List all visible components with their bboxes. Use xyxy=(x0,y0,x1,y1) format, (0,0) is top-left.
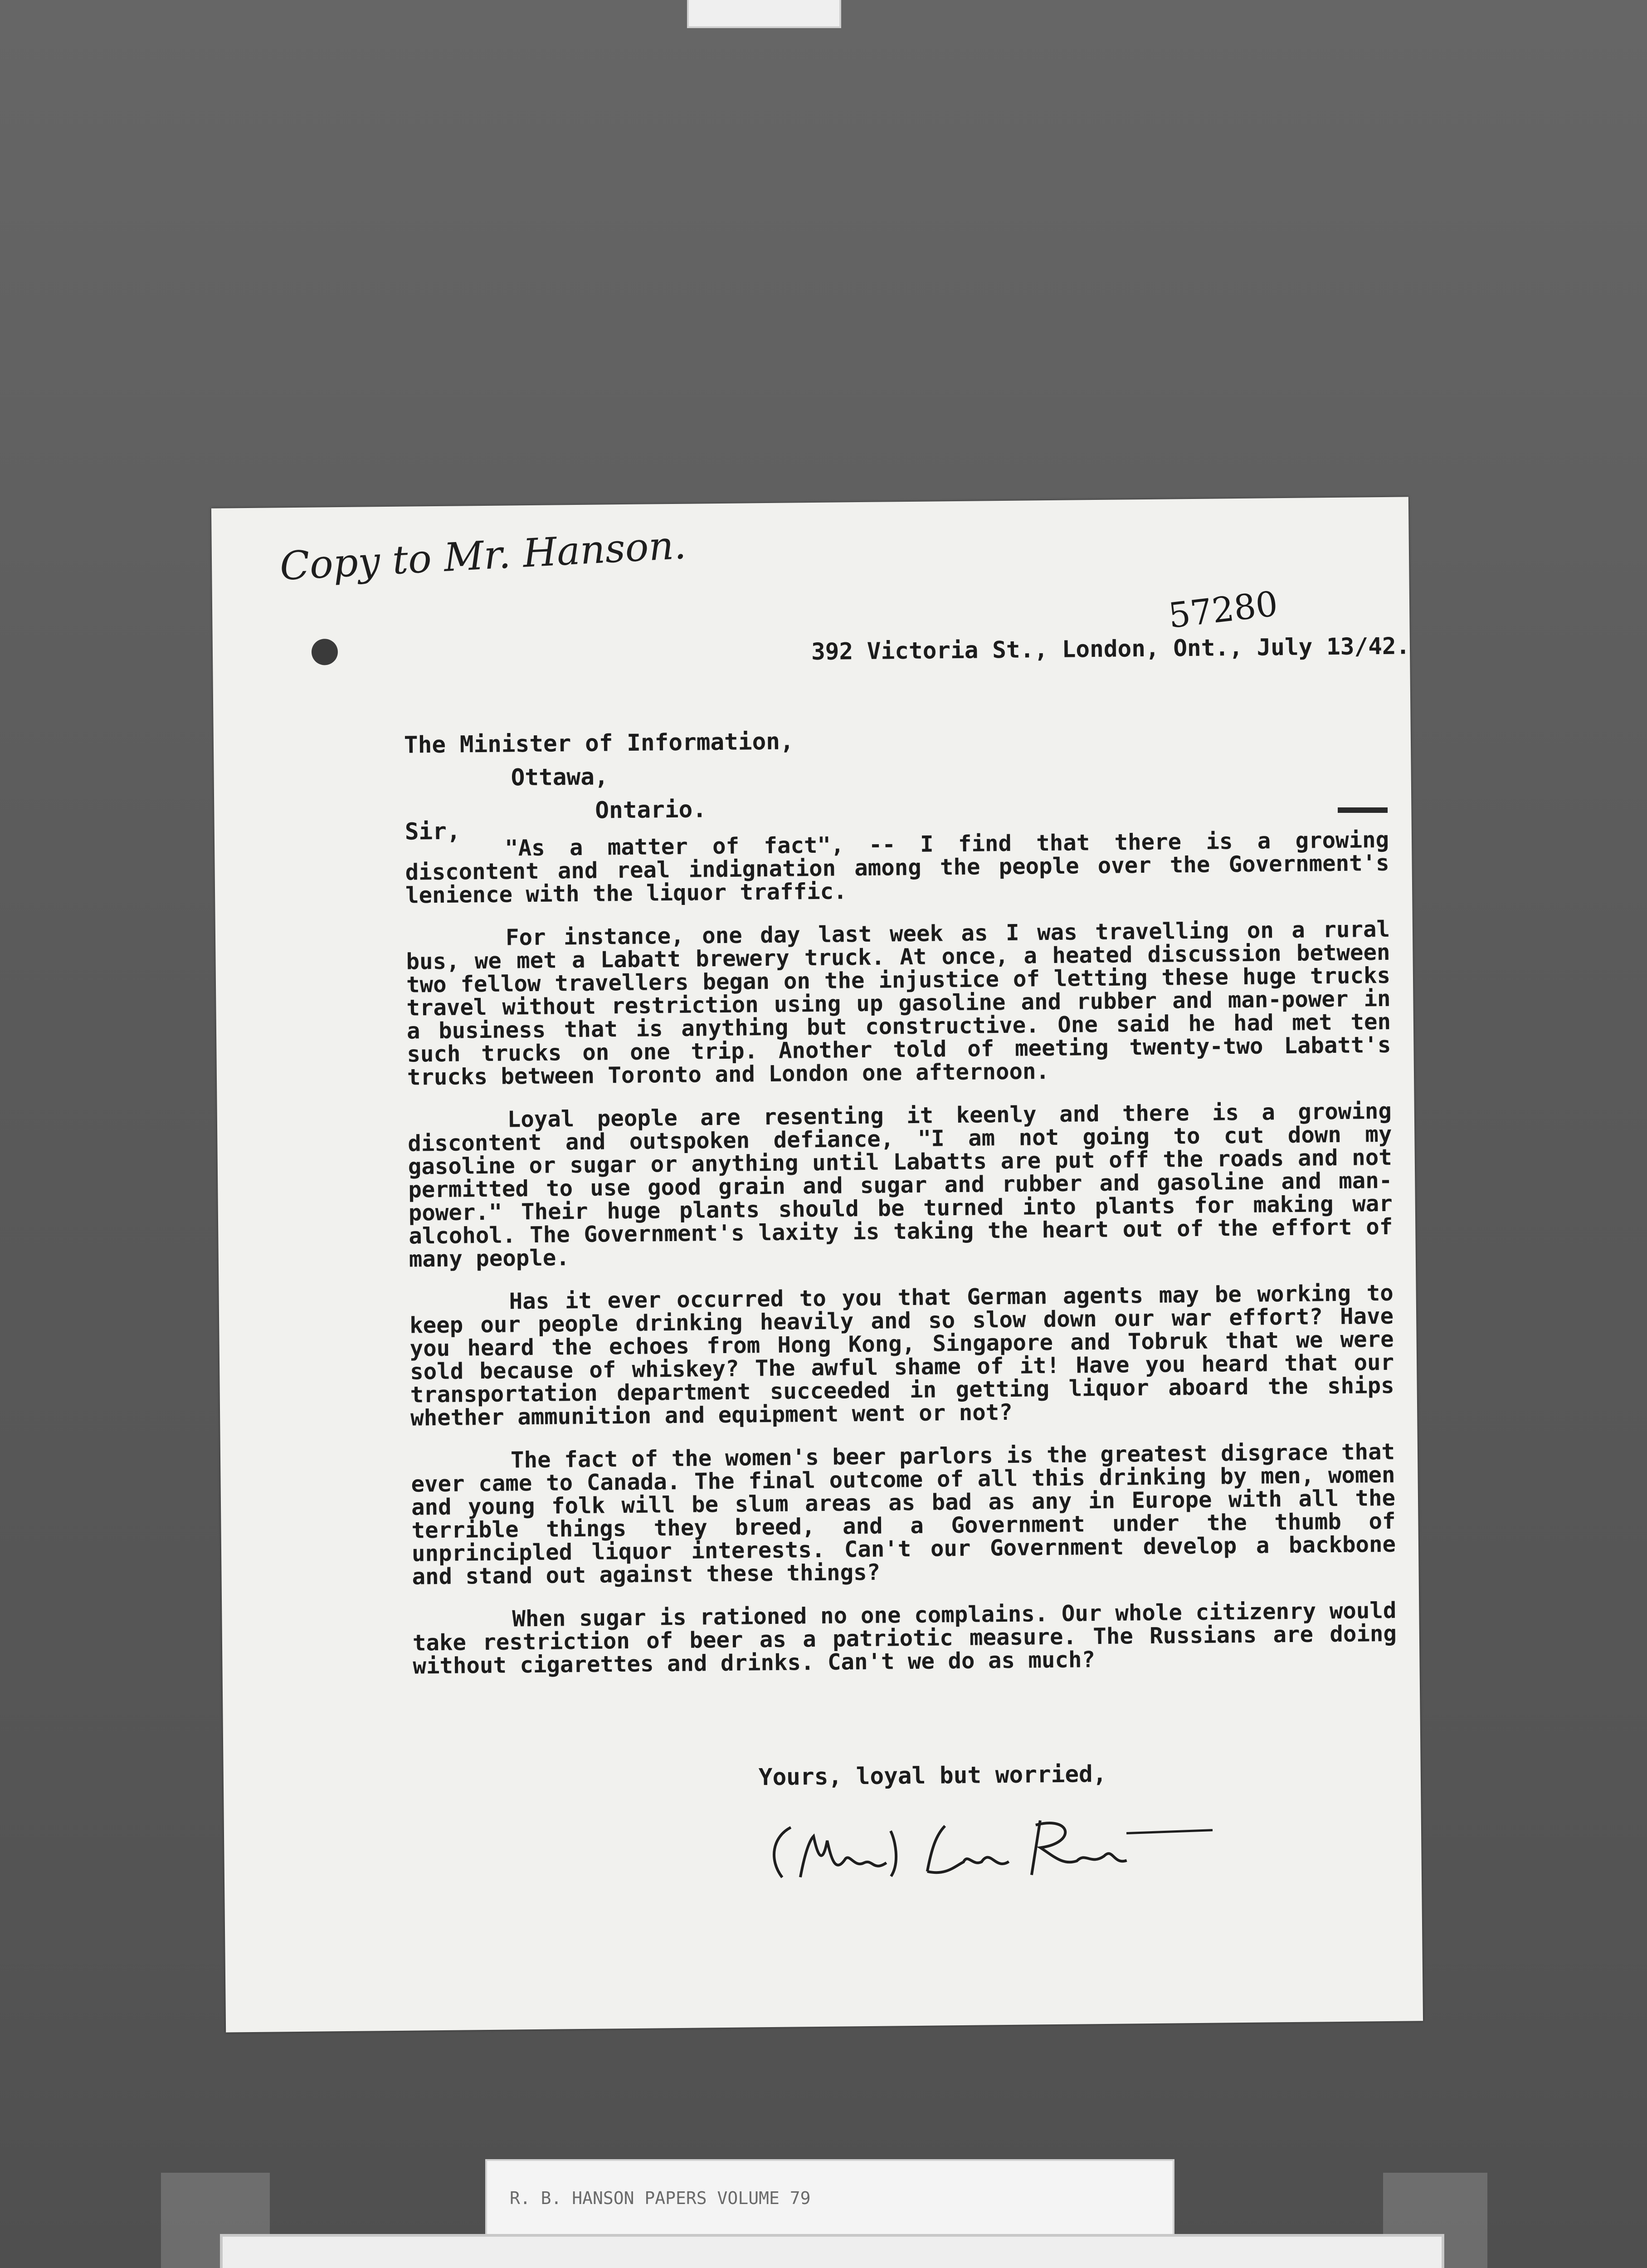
sender-address-date: 392 Victoria St., London, Ont., July 13/42. xyxy=(811,633,1410,666)
punch-hole xyxy=(312,639,338,665)
recipient-line-2: Ottawa, xyxy=(511,763,609,792)
paragraph: Has it ever occurred to you that German agents may be working to keep our people drinking heavily and so slow down our war effort? Have you heard the echoes from Hong Kong, Singapore and Tobruk that we were sold because of whiskey? The awful shame of it! Have you heard that our transportation department succeeded in getting liquor aboard the ships whether ammunition and equipment went or not? xyxy=(409,1280,1394,1431)
recipient-line-1: The Minister of Information, xyxy=(404,728,794,759)
paragraph: Loyal people are resenting it keenly and there is a growing discontent and outspoken defiance, "I am not going to cut down my gasoline or sugar or anything until Labatts are put off the roads and not permitted to use good grain and sugar and rubber and gasoline and man-power." Their huge plants should be turned into plants for making war alcohol. The Government's laxity is taking the heart out of the effort of many people. xyxy=(408,1098,1393,1272)
recipient-line-3: Ontario. xyxy=(595,796,707,824)
handwritten-signature xyxy=(764,1805,1218,1910)
handwritten-note: Copy to Mr. Hanson. xyxy=(278,522,687,590)
file-number: 57280 xyxy=(1166,583,1280,636)
paragraph: When sugar is rationed no one complains. Our whole citizenry would take restriction of beer as a patriotic measure. The Russians are doing without cigarettes and drinks. Can't we do as much? xyxy=(412,1597,1397,1679)
archives-card xyxy=(220,2234,1444,2268)
margin-mark xyxy=(1338,807,1388,813)
paragraph: For instance, one day last week as I was travelling on a rural bus, we met a Labatt brewery truck. At once, a heated discussion between two fellow travellers began on the injustice of letting these huge trucks travel without restriction using up gasoline and rubber and man-power in a business that is anything but constructive. One said he had met ten such trucks on one trip. Another told of meeting twenty-two Labatt's trucks between Toronto and London one afternoon. xyxy=(406,916,1391,1090)
paragraph: The fact of the women's beer parlors is the greatest disgrace that ever came to Canada. The final outcome of all this drinking by men, women and young folk will be slum areas as bad as any in Europe with all the terrible things they breed, and a Government under the thumb of unprincipled liquor interests. Can't our Government develop a backbone and stand out against these things? xyxy=(411,1438,1396,1590)
closing-line: Yours, loyal but worried, xyxy=(758,1760,1107,1791)
salutation: Sir, xyxy=(404,818,461,846)
recipient-block xyxy=(404,725,795,829)
volume-label-text: R. B. HANSON PAPERS VOLUME 79 xyxy=(510,2188,811,2208)
paragraph: "As a matter of fact", -- I find that there is a growing discontent and real indignation among the people over the Government's lenience with the liquor traffic. xyxy=(405,826,1389,909)
letter-body xyxy=(405,828,1397,1698)
top-paper-tab xyxy=(687,0,841,28)
letter-page xyxy=(211,497,1423,2032)
